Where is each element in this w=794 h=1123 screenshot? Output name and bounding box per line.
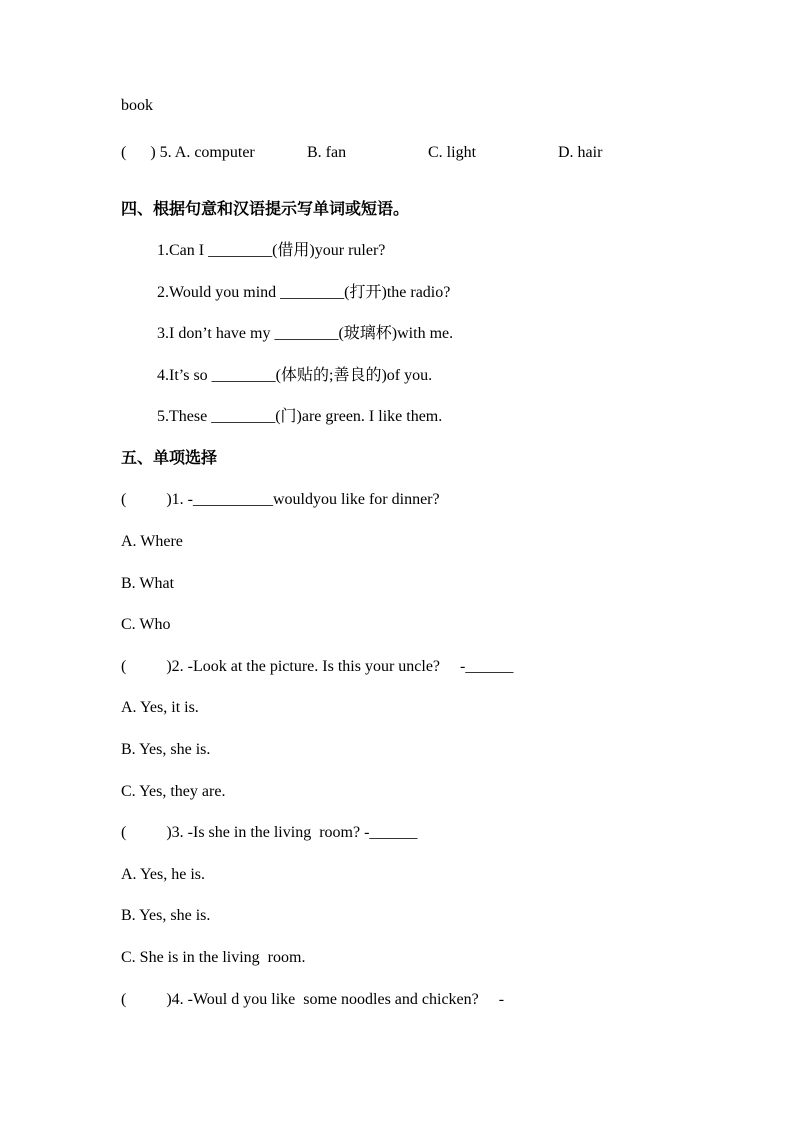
section4-item-1: 1.Can I ________(借用)your ruler? bbox=[157, 242, 386, 259]
section5-q2-option-c: C. Yes, they are. bbox=[121, 783, 226, 800]
section4-item-4: 4.It’s so ________(体贴的;善良的)of you. bbox=[157, 367, 433, 384]
section4-item-3: 3.I don’t have my ________(玻璃杯)with me. bbox=[157, 325, 454, 342]
section3-q5-option-d: D. hair bbox=[558, 144, 603, 161]
section5-q3-option-c: C. She is in the living room. bbox=[121, 949, 306, 966]
section5-q3-stem: ( )3. -Is she in the living room? -______ bbox=[121, 824, 418, 841]
section4-heading: 四、根据句意和汉语提示写单词或短语。 bbox=[121, 199, 410, 218]
top-fragment-text: book bbox=[121, 97, 153, 114]
section5-q2-stem: ( )2. -Look at the picture. Is this your uncle? -______ bbox=[121, 658, 514, 675]
section5-q4-stem: ( )4. -Woul d you like some noodles and chicken? - bbox=[121, 991, 505, 1008]
section5-q2-option-a: A. Yes, it is. bbox=[121, 699, 199, 716]
section3-q5-option-c: C. light bbox=[428, 144, 477, 161]
section4-item-5: 5.These ________(门)are green. I like them. bbox=[157, 408, 443, 425]
section5-q2-option-b: B. Yes, she is. bbox=[121, 741, 211, 758]
section3-q5-stem: ( ) 5. A. computer bbox=[121, 144, 255, 161]
section4-item-2: 2.Would you mind ________(打开)the radio? bbox=[157, 284, 451, 301]
section5-q1-option-c: C. Who bbox=[121, 616, 171, 633]
section5-heading: 五、单项选择 bbox=[121, 448, 218, 467]
section3-q5-option-b: B. fan bbox=[307, 144, 347, 161]
section5-q1-option-a: A. Where bbox=[121, 533, 183, 550]
section5-q1-option-b: B. What bbox=[121, 575, 175, 592]
section5-q3-option-b: B. Yes, she is. bbox=[121, 907, 211, 924]
section5-q3-option-a: A. Yes, he is. bbox=[121, 866, 206, 883]
section5-q1-stem: ( )1. -__________wouldyou like for dinner? bbox=[121, 491, 440, 508]
